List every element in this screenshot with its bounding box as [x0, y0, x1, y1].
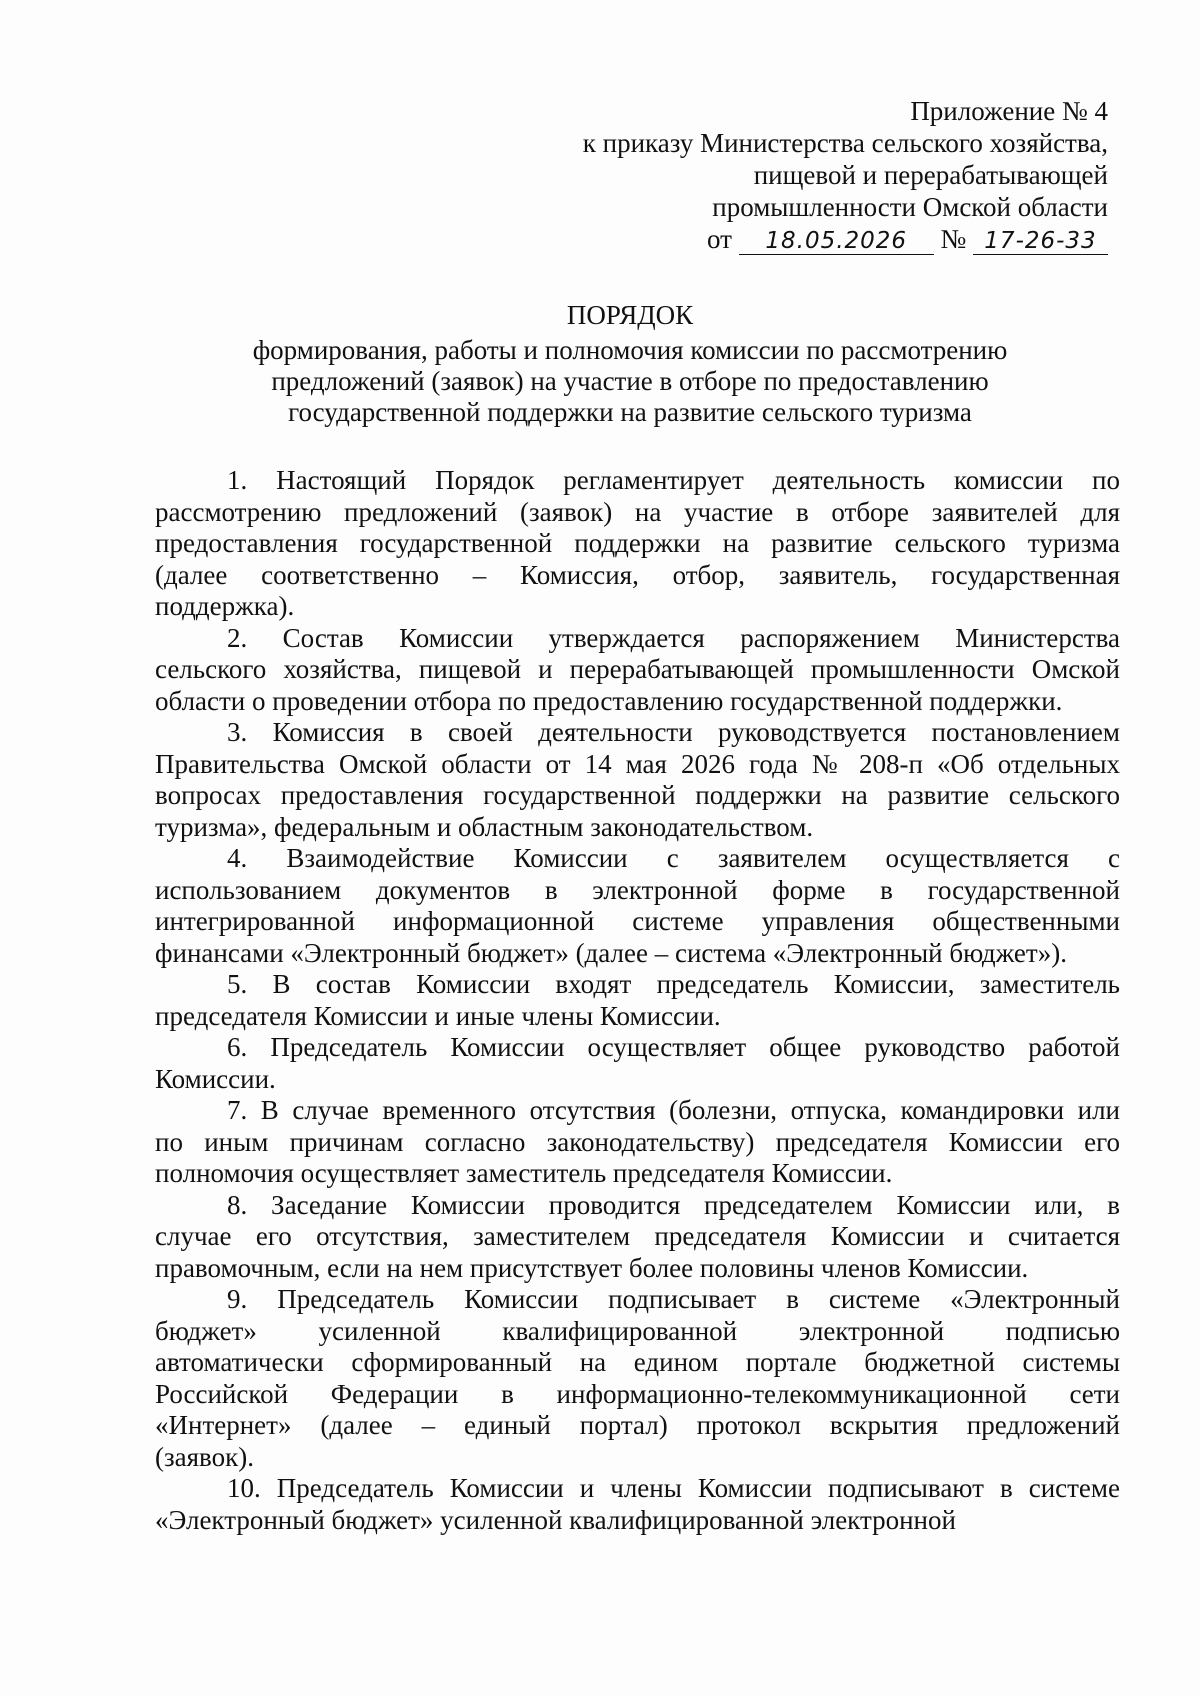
paragraph-line: полномочия осуществляет заместитель председателя Комиссии.: [155, 1158, 893, 1188]
paragraph-3: [155, 717, 1120, 843]
appendix-date-number-line: [583, 223, 1108, 255]
handwritten-date: 18.05.2026: [739, 228, 934, 255]
paragraph-line: автоматически сформированный на едином портале бюджетной системы: [155, 1347, 1120, 1377]
paragraph-line: 6. Председатель Комиссии осуществляет общее руководство работой: [227, 1032, 1120, 1062]
paragraph-line: 5. В состав Комиссии входят председатель Комиссии, заместитель: [227, 969, 1120, 999]
paragraph-10: [155, 1473, 1120, 1536]
paragraph-line: Комиссии.: [155, 1063, 276, 1094]
paragraph-line: вопросах предоставления государственной поддержки на развитие сельского: [155, 780, 1120, 810]
paragraph-line: по иным причинам согласно законодательству) председателя Комиссии его: [155, 1126, 1120, 1157]
subtitle-line: государственной поддержки на развитие сельского туризма: [288, 397, 972, 427]
paragraph-line: 10. Председатель Комиссии и члены Комиссии подписывают в системе: [227, 1473, 1120, 1503]
paragraph-line: интегрированной информационной системе управления общественными: [155, 906, 1120, 936]
from-label: от: [707, 224, 732, 254]
paragraph-line: Правительства Омской области от 14 мая 2026 года № 208-п «Об отдельных: [155, 748, 1120, 779]
appendix-number: Приложение № 4: [910, 96, 1108, 126]
paragraph-line: финансами «Электронный бюджет» (далее – система «Электронный бюджет»).: [155, 937, 1067, 968]
paragraph-line: правомочным, если на нем присутствует более половины членов Комиссии.: [155, 1252, 1029, 1283]
appendix-order-ref: к приказу Министерства сельского хозяйства,: [582, 128, 1108, 158]
paragraph-line: 2. Состав Комиссии утверждается распоряжением Министерства: [227, 622, 1120, 653]
paragraph-line: (заявок).: [155, 1441, 254, 1472]
paragraph-2: [155, 623, 1120, 718]
paragraph-line: предоставления государственной поддержки на развитие сельского туризма: [155, 528, 1120, 558]
appendix-ministry-line: пищевой и перерабатывающей: [753, 160, 1108, 190]
paragraph-5: [155, 969, 1120, 1032]
paragraph-line: случае его отсутствия, заместителем председателя Комиссии и считается: [155, 1221, 1120, 1251]
paragraph-8: [155, 1190, 1120, 1285]
document-body: [155, 465, 1120, 1536]
paragraph-line: использованием документов в электронной форме в государственной: [155, 874, 1120, 905]
paragraph-6: [155, 1032, 1120, 1095]
paragraph-line: 7. В случае временного отсутствия (болезни, отпуска, командировки или: [227, 1095, 1120, 1125]
handwritten-number: 17-26-33: [973, 228, 1108, 255]
subtitle-line: предложений (заявок) на участие в отборе по предоставлению: [271, 366, 989, 396]
paragraph-line: 9. Председатель Комиссии подписывает в системе «Электронный: [227, 1284, 1120, 1314]
appendix-region-line: промышленности Омской области: [712, 192, 1108, 222]
paragraph-line: бюджет» усиленной квалифицированной электронной подписью: [155, 1315, 1120, 1346]
number-label: №: [940, 224, 967, 254]
paragraph-4: [155, 843, 1120, 969]
document-subtitle: [150, 335, 1110, 428]
paragraph-1: [155, 465, 1120, 623]
paragraph-line: сельского хозяйства, пищевой и перерабатывающей промышленности Омской: [155, 654, 1120, 684]
paragraph-line: 1. Настоящий Порядок регламентирует деятельность комиссии по: [227, 465, 1120, 495]
paragraph-line: рассмотрению предложений (заявок) на участие в отборе заявителей для: [155, 496, 1120, 527]
appendix-header: [583, 95, 1108, 255]
paragraph-line: поддержка).: [155, 591, 295, 621]
subtitle-line: формирования, работы и полномочия комиссии по рассмотрению: [252, 335, 1008, 365]
paragraph-line: Российской Федерации в информационно-телекоммуникационной сети: [155, 1378, 1120, 1409]
paragraph-line: (далее соответственно – Комиссия, отбор, заявитель, государственная: [155, 559, 1120, 590]
paragraph-line: туризма», федеральным и областным законодательством.: [155, 811, 814, 842]
document-title: ПОРЯДОК: [566, 300, 694, 330]
paragraph-line: 4. Взаимодействие Комиссии с заявителем осуществляется с: [227, 843, 1120, 873]
paragraph-line: 3. Комиссия в своей деятельности руководствуется постановлением: [227, 717, 1120, 747]
paragraph-line: «Электронный бюджет» усиленной квалифицированной электронной: [155, 1504, 956, 1535]
paragraph-line: 8. Заседание Комиссии проводится председателем Комиссии или, в: [227, 1189, 1120, 1220]
paragraph-line: «Интернет» (далее – единый портал) протокол вскрытия предложений: [155, 1410, 1120, 1440]
paragraph-9: [155, 1284, 1120, 1473]
paragraph-7: [155, 1095, 1120, 1190]
paragraph-line: области о проведении отбора по предоставлению государственной поддержки.: [155, 685, 1063, 716]
paragraph-line: председателя Комиссии и иные члены Комиссии.: [155, 1000, 721, 1031]
